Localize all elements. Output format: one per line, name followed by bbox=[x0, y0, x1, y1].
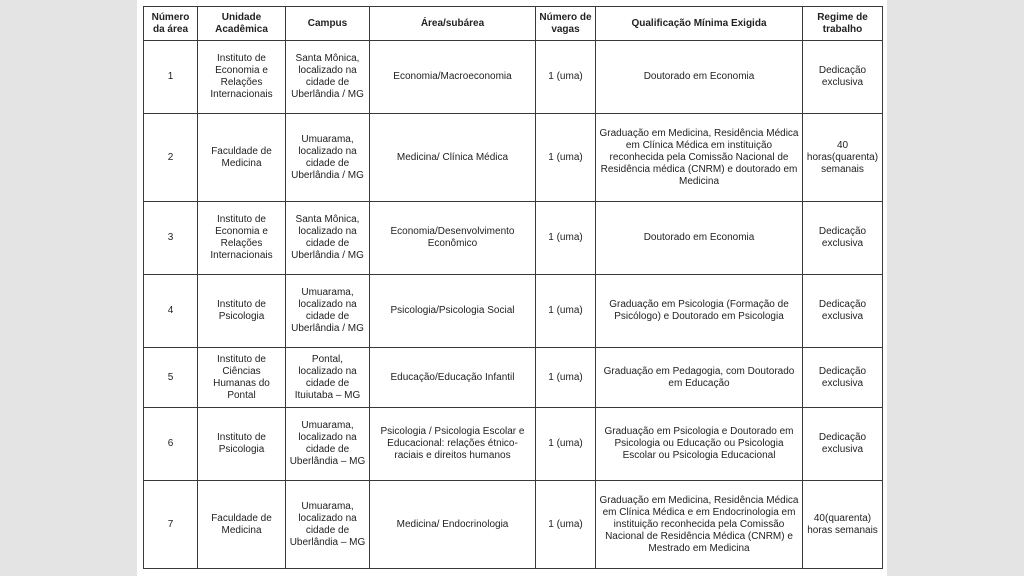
cell-qualificacao: Graduação em Medicina, Residência Médica em Clínica Médica em instituição reconhecida pela Comissão Nacional de Residência médica (CNRM) e doutorado em Medicina bbox=[596, 114, 803, 202]
cell-campus: Santa Mônica, localizado na cidade de Uberlândia / MG bbox=[286, 41, 370, 114]
cell-vagas: 1 (uma) bbox=[536, 481, 596, 569]
table-row bbox=[144, 348, 883, 408]
cell-unidade: Instituto de Psicologia bbox=[198, 275, 286, 348]
cell-campus: Pontal, localizado na cidade de Ituiutaba – MG bbox=[286, 348, 370, 408]
cell-numero: 2 bbox=[144, 114, 198, 202]
cell-numero: 1 bbox=[144, 41, 198, 114]
cell-numero: 3 bbox=[144, 202, 198, 275]
header-numero-vagas: Número de vagas bbox=[536, 7, 596, 41]
cell-vagas: 1 (uma) bbox=[536, 202, 596, 275]
table-header bbox=[144, 7, 883, 41]
cell-area: Medicina/ Endocrinologia bbox=[370, 481, 536, 569]
header-row bbox=[144, 7, 883, 41]
header-regime: Regime de trabalho bbox=[803, 7, 883, 41]
table-row bbox=[144, 41, 883, 114]
header-area-subarea: Área/subárea bbox=[370, 7, 536, 41]
cell-area: Economia/Desenvolvimento Econômico bbox=[370, 202, 536, 275]
header-qualificacao: Qualificação Mínima Exigida bbox=[596, 7, 803, 41]
cell-qualificacao: Graduação em Medicina, Residência Médica em Clínica Médica e em Endocrinologia em instituição reconhecida pela Comissão Nacional de Residência Médica (CNRM) e Mestrado em Medicina bbox=[596, 481, 803, 569]
cell-unidade: Faculdade de Medicina bbox=[198, 481, 286, 569]
header-campus: Campus bbox=[286, 7, 370, 41]
cell-regime: 40(quarenta) horas semanais bbox=[803, 481, 883, 569]
cell-numero: 5 bbox=[144, 348, 198, 408]
cell-area: Medicina/ Clínica Médica bbox=[370, 114, 536, 202]
cell-unidade: Faculdade de Medicina bbox=[198, 114, 286, 202]
table-row bbox=[144, 481, 883, 569]
cell-qualificacao: Doutorado em Economia bbox=[596, 202, 803, 275]
cell-vagas: 1 (uma) bbox=[536, 41, 596, 114]
cell-area: Psicologia / Psicologia Escolar e Educacional: relações étnico-raciais e direitos humanos bbox=[370, 408, 536, 481]
table-row bbox=[144, 202, 883, 275]
cell-vagas: 1 (uma) bbox=[536, 114, 596, 202]
cell-unidade: Instituto de Ciências Humanas do Pontal bbox=[198, 348, 286, 408]
cell-vagas: 1 (uma) bbox=[536, 408, 596, 481]
cell-qualificacao: Doutorado em Economia bbox=[596, 41, 803, 114]
header-numero-area: Número da área bbox=[144, 7, 198, 41]
cell-campus: Umuarama, localizado na cidade de Uberlândia – MG bbox=[286, 481, 370, 569]
cell-regime: 40 horas(quarenta) semanais bbox=[803, 114, 883, 202]
cell-numero: 6 bbox=[144, 408, 198, 481]
cell-campus: Umuarama, localizado na cidade de Uberlândia / MG bbox=[286, 114, 370, 202]
cell-campus: Umuarama, localizado na cidade de Uberlândia – MG bbox=[286, 408, 370, 481]
cell-regime: Dedicação exclusiva bbox=[803, 348, 883, 408]
table-body bbox=[144, 41, 883, 569]
table-row bbox=[144, 275, 883, 348]
cell-vagas: 1 (uma) bbox=[536, 275, 596, 348]
cell-campus: Umuarama, localizado na cidade de Uberlândia / MG bbox=[286, 275, 370, 348]
cell-qualificacao: Graduação em Psicologia (Formação de Psicólogo) e Doutorado em Psicologia bbox=[596, 275, 803, 348]
cell-regime: Dedicação exclusiva bbox=[803, 202, 883, 275]
cell-area: Psicologia/Psicologia Social bbox=[370, 275, 536, 348]
cell-qualificacao: Graduação em Psicologia e Doutorado em Psicologia ou Educação ou Psicologia Escolar ou Psicologia Educacional bbox=[596, 408, 803, 481]
cell-regime: Dedicação exclusiva bbox=[803, 408, 883, 481]
cell-campus: Santa Mônica, localizado na cidade de Uberlândia / MG bbox=[286, 202, 370, 275]
header-unidade-academica: Unidade Acadêmica bbox=[198, 7, 286, 41]
cell-area: Economia/Macroeconomia bbox=[370, 41, 536, 114]
cell-unidade: Instituto de Psicologia bbox=[198, 408, 286, 481]
table-row bbox=[144, 114, 883, 202]
cell-area: Educação/Educação Infantil bbox=[370, 348, 536, 408]
cell-unidade: Instituto de Economia e Relações Internacionais bbox=[198, 202, 286, 275]
cell-qualificacao: Graduação em Pedagogia, com Doutorado em Educação bbox=[596, 348, 803, 408]
cell-numero: 7 bbox=[144, 481, 198, 569]
cell-regime: Dedicação exclusiva bbox=[803, 275, 883, 348]
cell-numero: 4 bbox=[144, 275, 198, 348]
cell-vagas: 1 (uma) bbox=[536, 348, 596, 408]
vacancy-table bbox=[143, 6, 883, 569]
cell-unidade: Instituto de Economia e Relações Internacionais bbox=[198, 41, 286, 114]
table-row bbox=[144, 408, 883, 481]
cell-regime: Dedicação exclusiva bbox=[803, 41, 883, 114]
